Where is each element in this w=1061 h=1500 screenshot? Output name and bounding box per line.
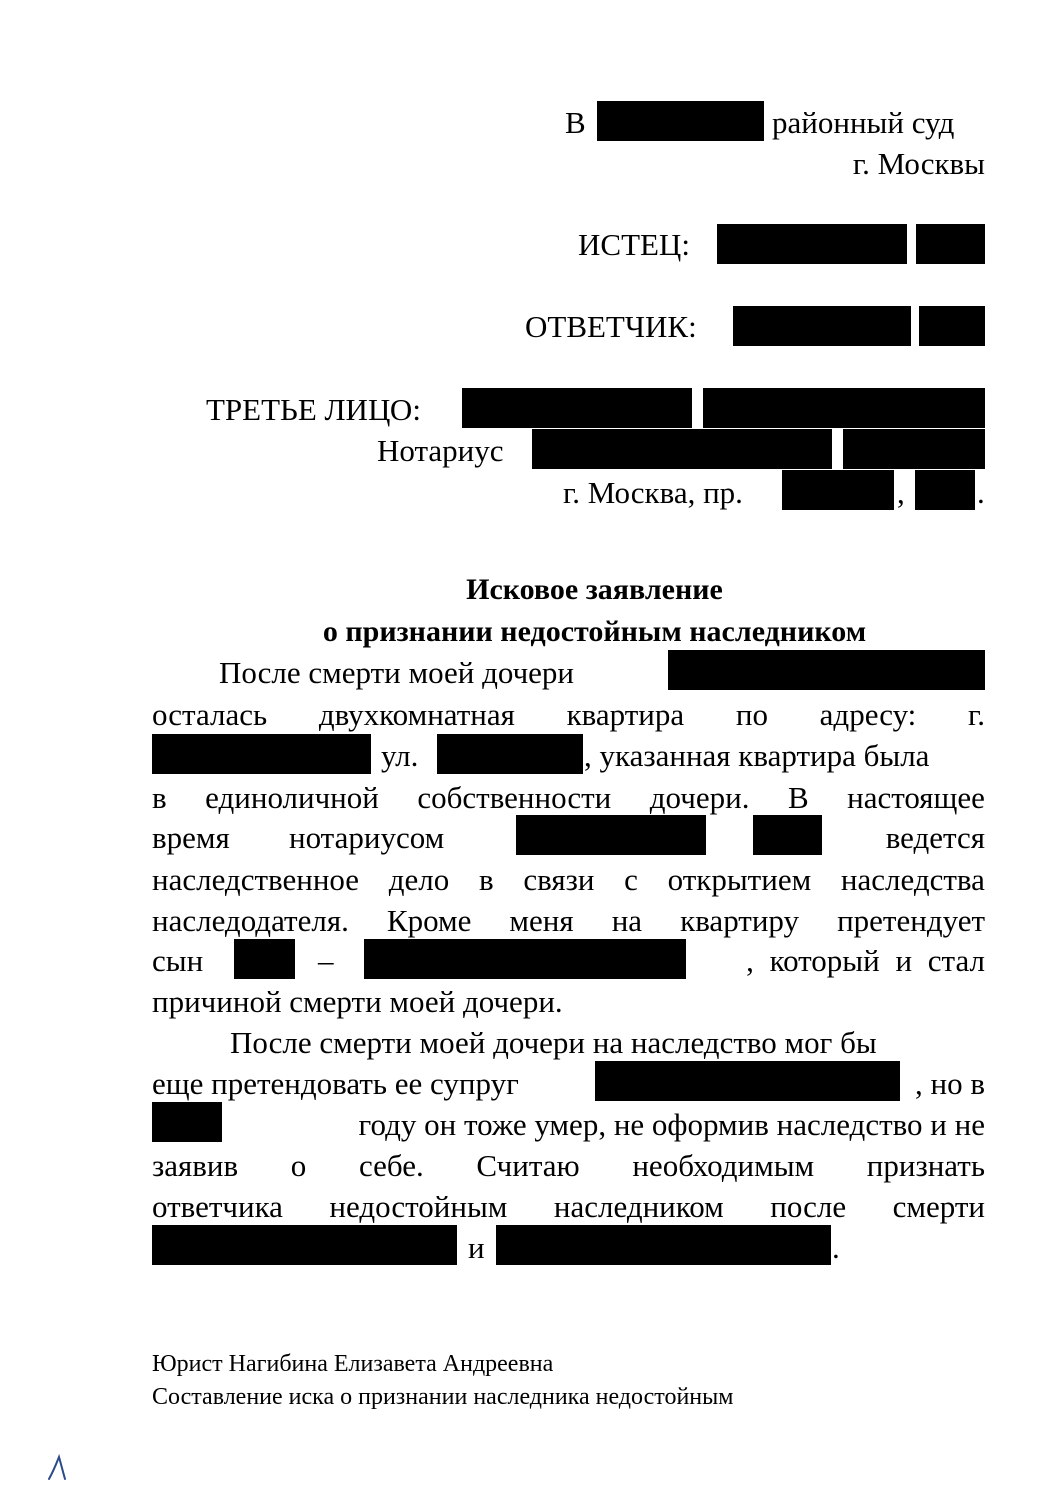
redaction-notary-initials — [843, 429, 985, 469]
p1-line5-c: ведется — [885, 820, 985, 855]
word: дочери. — [649, 780, 750, 815]
p1-line2 — [152, 695, 985, 735]
p1-line6 — [152, 860, 985, 900]
word: настоящее — [847, 780, 985, 815]
third-party-label: ТРЕТЬЕ ЛИЦО: — [206, 392, 421, 427]
handwritten-mark-icon — [46, 1452, 70, 1482]
redaction-defendant-surname — [733, 306, 911, 346]
p1-line8-a: сын — [152, 943, 204, 978]
word: квартира — [566, 697, 685, 732]
redaction-daughter-name — [668, 650, 985, 690]
p1-line5-b: нотариусом — [289, 820, 445, 855]
word: ответчика — [152, 1189, 283, 1224]
word: единоличной — [205, 780, 379, 815]
word: наследственное — [152, 862, 360, 897]
redaction-son-initials — [234, 939, 295, 979]
word: адресу: — [819, 697, 917, 732]
word: Считаю — [476, 1148, 580, 1183]
footer-description: Составление иска о признании наследника недостойным — [152, 1384, 734, 1410]
notary-address-prefix: г. Москва, пр. — [563, 475, 743, 510]
word: двухкомнатная — [318, 697, 515, 732]
word: квартиру — [680, 903, 800, 938]
word: наследником — [553, 1189, 724, 1224]
document-title-line1: Исковое заявление — [466, 573, 723, 606]
word: признать — [866, 1148, 985, 1183]
word: смерти — [892, 1189, 985, 1224]
word: открытием — [667, 862, 812, 897]
word: на — [611, 903, 643, 938]
word: г. — [967, 697, 985, 732]
redaction-notary-street — [782, 470, 894, 510]
redaction-street — [437, 734, 583, 774]
word: заявив — [152, 1148, 239, 1183]
defendant-label: ОТВЕТЧИК: — [525, 309, 697, 344]
word: о — [290, 1148, 307, 1183]
word: недостойным — [329, 1189, 508, 1224]
word: осталась — [152, 697, 268, 732]
p2-line6-dot: . — [832, 1230, 840, 1265]
court-prefix: В — [565, 105, 586, 140]
p2-line2-a: еще претендовать ее супруг — [152, 1066, 519, 1101]
word: наследства — [840, 862, 985, 897]
redaction-plaintiff-initials — [916, 224, 985, 264]
p1-line9: причиной смерти моей дочери. — [152, 984, 563, 1019]
redaction-year — [152, 1102, 222, 1142]
redaction-notary-building — [915, 470, 975, 510]
p1-line7 — [152, 901, 985, 941]
word: с — [624, 862, 638, 897]
word: меня — [509, 903, 574, 938]
word: по — [735, 697, 768, 732]
redaction-defendant-initials — [919, 306, 985, 346]
p2-line6-and: и — [468, 1230, 485, 1265]
word: себе. — [358, 1148, 424, 1183]
address-dot: . — [977, 475, 985, 510]
court-city: г. Москвы — [852, 146, 985, 181]
word: наследодателя. — [152, 903, 349, 938]
redaction-son-name — [364, 939, 686, 979]
address-comma: , — [897, 475, 905, 510]
redaction-name-2 — [496, 1225, 831, 1265]
redaction-plaintiff-surname — [717, 224, 907, 264]
word: после — [770, 1189, 847, 1224]
court-suffix: районный суд — [772, 105, 955, 140]
redaction-notary-name — [532, 429, 832, 469]
p1-line3-rest: , указанная квартира была — [584, 738, 930, 773]
word: связи — [523, 862, 595, 897]
word: собственности — [417, 780, 612, 815]
p1-line8-c: , который и стал — [746, 943, 985, 978]
word: в — [479, 862, 494, 897]
p2-line4 — [152, 1146, 985, 1186]
footer-author: Юрист Нагибина Елизавета Андреевна — [152, 1351, 554, 1377]
document-title-line2: о признании недостойным наследником — [322, 615, 867, 648]
p2-line2-b: , но в — [915, 1066, 985, 1101]
redaction-city — [152, 734, 371, 774]
redaction-notary-name-body — [516, 815, 706, 855]
p2-line3: году он тоже умер, не оформив наследство и не — [358, 1107, 985, 1142]
redaction-notary-initials-body — [753, 815, 822, 855]
word: претендует — [837, 903, 985, 938]
p2-line1: После смерти моей дочери на наследство мог бы — [230, 1025, 877, 1060]
p1-line3-street-label: ул. — [381, 738, 419, 773]
word: дело — [388, 862, 450, 897]
word: в — [152, 780, 167, 815]
word: В — [787, 780, 809, 815]
p1-line1: После смерти моей дочери — [219, 655, 575, 690]
word: Кроме — [386, 903, 472, 938]
redaction-name-1 — [152, 1225, 457, 1265]
plaintiff-label: ИСТЕЦ: — [578, 227, 690, 262]
redaction-court-name — [597, 101, 764, 141]
p1-line5-a: время — [152, 820, 230, 855]
p1-line4 — [152, 778, 985, 818]
notary-label: Нотариус — [377, 433, 504, 468]
p1-line8-dash: – — [318, 943, 334, 978]
redaction-spouse-name — [595, 1061, 900, 1101]
p2-line5 — [152, 1187, 985, 1227]
word: необходимым — [632, 1148, 815, 1183]
redaction-third-party-1 — [462, 388, 692, 428]
redaction-third-party-2 — [703, 388, 985, 428]
